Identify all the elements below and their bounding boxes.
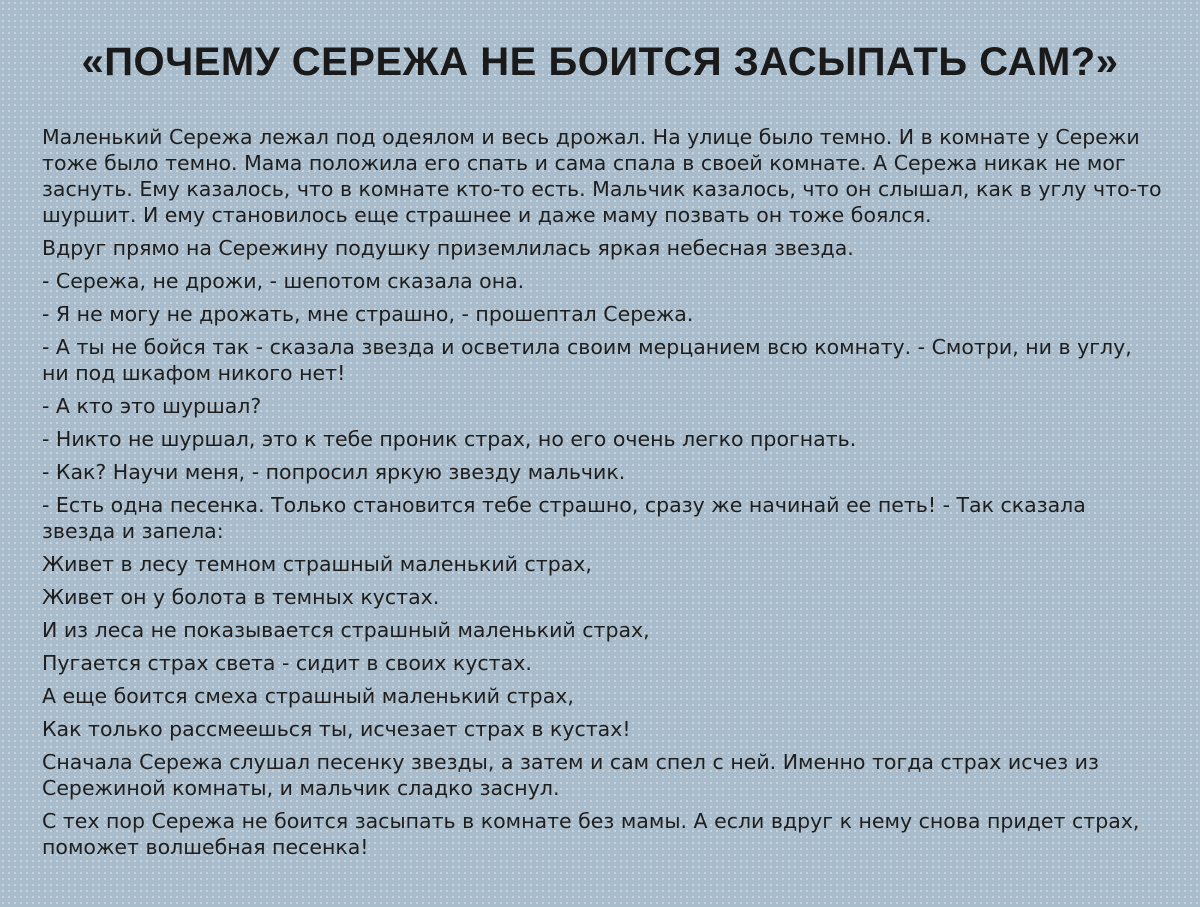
song-line: Живет в лесу темном страшный маленький страх,	[42, 552, 592, 576]
dialogue-line: - Есть одна песенка. Только становится тебе страшно, сразу же начинай ее петь! - Так сказала звезда и запела:	[42, 493, 1086, 543]
story-body	[42, 124, 1162, 867]
song-line: А еще боится смеха страшный маленький страх,	[42, 684, 574, 708]
song-line: Пугается страх света - сидит в своих кустах.	[42, 651, 532, 675]
song-line: Живет он у болота в темных кустах.	[42, 585, 440, 609]
dialogue-line: - А кто это шуршал?	[42, 394, 262, 418]
dialogue-line: - Никто не шуршал, это к тебе проник страх, но его очень легко прогнать.	[42, 427, 857, 451]
paragraph-ending: С тех пор Сережа не боится засыпать в комнате без мамы. А если вдруг к нему снова придет страх, поможет волшебная песенка!	[42, 809, 1140, 859]
dialogue-line: - Сережа, не дрожи, - шепотом сказала она.	[42, 269, 525, 293]
dialogue-line: - А ты не бойся так - сказала звезда и осветила своим мерцанием всю комнату. - Смотри, ни в углу, ни под шкафом никого нет!	[42, 335, 1132, 385]
dialogue-line: - Я не могу не дрожать, мне страшно, - прошептал Сережа.	[42, 302, 694, 326]
paragraph-falls-asleep: Сначала Сережа слушал песенку звезды, а затем и сам спел с ней. Именно тогда страх исчез из Сережиной комнаты, и мальчик сладко заснул.	[42, 750, 1099, 800]
song-line: Как только рассмеешься ты, исчезает страх в кустах!	[42, 717, 631, 741]
paragraph-star-lands: Вдруг прямо на Сережину подушку приземлилась яркая небесная звезда.	[42, 236, 854, 260]
paragraph-intro: Маленький Сережа лежал под одеялом и весь дрожал. На улице было темно. И в комнате у Сережи тоже было темно. Мама положила его спать и сама спала в своей комнате. А Сережа никак не мог заснуть. Ему казалось, что в комнате кто-то есть. Мальчик казалось, что он слышал, как в углу что-то шуршит. И ему становилось еще страшнее и даже маму позвать он тоже боялся.	[42, 125, 1162, 227]
dialogue-line: - Как? Научи меня, - попросил яркую звезду мальчик.	[42, 460, 626, 484]
song-line: И из леса не показывается страшный маленький страх,	[42, 618, 650, 642]
story-title: «ПОЧЕМУ СЕРЕЖА НЕ БОИТСЯ ЗАСЫПАТЬ САМ?»	[81, 40, 1119, 84]
